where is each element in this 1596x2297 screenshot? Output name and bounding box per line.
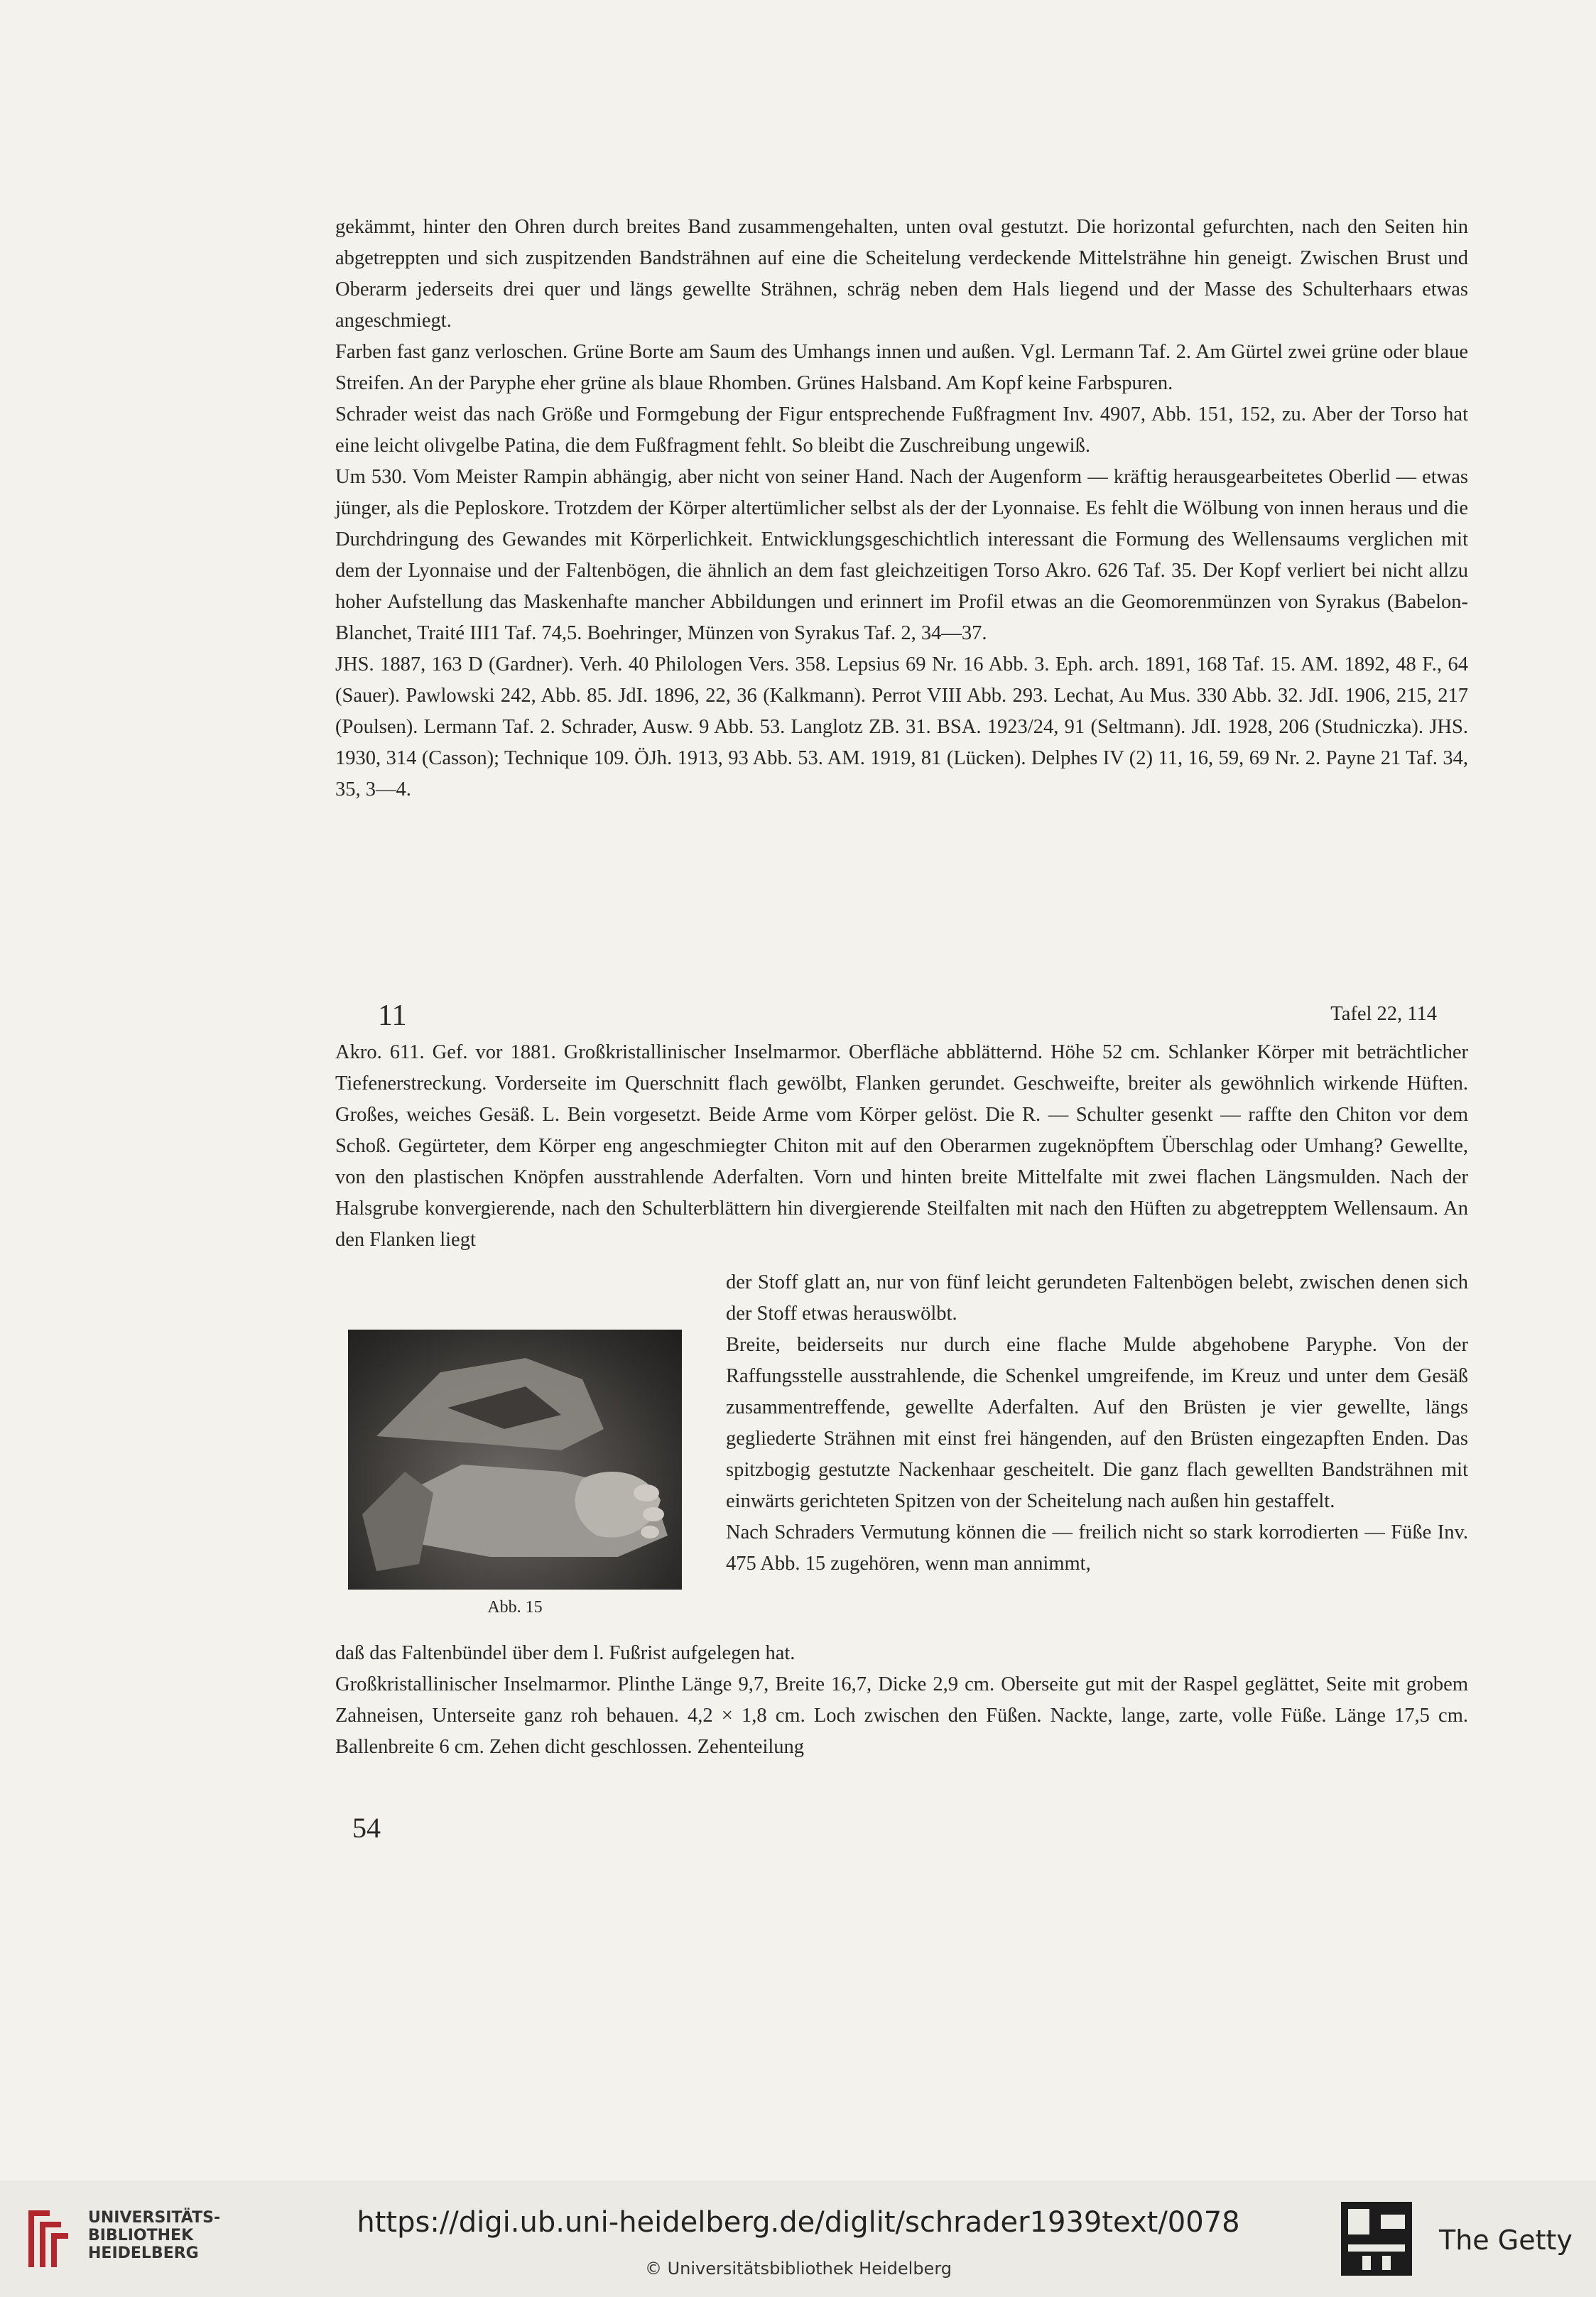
paragraph: daß das Faltenbündel über dem l. Fußrist aufgelegen hat.	[335, 1642, 796, 1664]
entry-header	[335, 997, 1468, 1040]
text-block-d	[335, 1638, 1468, 1763]
plate-reference: Tafel 22, 114	[1330, 1003, 1437, 1025]
permalink-url[interactable]: https://digi.ub.uni-heidelberg.de/diglit/schrader1939text/0078	[357, 2206, 1240, 2239]
paragraph: gekämmt, hinter den Ohren durch breites Band zusammengehalten, unten oval gestutzt. Die horizontal gefurchten, nach den Seiten hin abgetreppten und sich zuspitzenden Bandsträhnen auf eine die Scheitelung verdeckende Mittelsträhne hin geneigt. Zwischen Brust und Oberarm jederseits drei quer und längs gewellte Strähnen, schräg neben dem Hals liegend und der Masse des Schulterhaars etwas angeschmiegt.	[335, 216, 1468, 332]
paragraph: Um 530. Vom Meister Rampin abhängig, aber nicht von seiner Hand. Nach der Augenform — kräftig herausgearbeitetes Oberlid — etwas jünger, als die Peploskore. Trotzdem der Körper altertümlicher selbst als der der Lyonnaise. Es fehlt die Wölbung von innen heraus und die Durchdringung des Gewandes mit Körperlichkeit. Entwicklungsgeschichtlich interessant die Formung des Wellensaums verglichen mit dem der Lyonnaise und der Faltenbögen, die ähnlich an dem fast gleichzeitigen Torso Akro. 626 Taf. 35. Der Kopf verliert bei nicht allzu hoher Aufstellung das Maskenhafte mancher Abbildungen und erinnert im Profil etwas an die Geomorenmünzen von Syrakus (Babelon-Blanchet, Traité III1 Taf. 74,5. Boehringer, Münzen von Syrakus Taf. 2, 34—37.	[335, 466, 1468, 644]
paragraph: Nach Schraders Vermutung können die — freilich nicht so stark korrodierten — Füße Inv. 475 Abb. 15 zugehören, wenn man annimmt,	[726, 1521, 1468, 1575]
university-library-name: UNIVERSITÄTS- BIBLIOTHEK HEIDELBERG	[88, 2209, 221, 2262]
paragraph: Schrader weist das nach Größe und Formgebung der Figur entsprechende Fußfragment Inv. 4907, Abb. 151, 152, zu. Aber der Torso hat eine leicht olivgelbe Patina, die dem Fußfragment fehlt. So bleibt die Zuschreibung ungewiß.	[335, 403, 1468, 457]
marble-feet-image	[348, 1330, 682, 1590]
partner-name: The Getty	[1439, 2225, 1573, 2256]
text-block-a	[335, 212, 1468, 805]
paragraph: Breite, beiderseits nur durch eine flache Mulde abgehobene Paryphe. Von der Raffungsstelle ausstrahlende, die Schenkel umgreifende, im Kreuz und unter dem Gesäß zusammentreffende, gewellte Aderfalten. Auf den Brüsten je vier gewellte, längs gegliederte Strähnen mit einst frei hängenden, auf den Brüsten eingezapften Enden. Das spitzbogig gestutzte Nackenhaar gescheitelt. Die ganz flach gewellten Bandsträhnen mit einwärts gerichteten Spitzen von der Scheitelung nach außen hin gestaffelt.	[726, 1334, 1468, 1512]
paragraph: Farben fast ganz verloschen. Grüne Borte am Saum des Umhangs innen und außen. Vgl. Lermann Taf. 2. Am Gürtel zwei grüne oder blaue Streifen. An der Paryphe eher grüne als blaue Rhomben. Grünes Halsband. Am Kopf keine Farbspuren.	[335, 341, 1468, 394]
paragraph: Großkristallinischer Inselmarmor. Plinthe Länge 9,7, Breite 16,7, Dicke 2,9 cm. Oberseite gut mit der Raspel geglättet, Seite mit grobem Zahneisen, Unterseite ganz roh behauen. 4,2 × 1,8 cm. Loch zwischen den Füßen. Nackte, lange, zarte, volle Füße. Länge 17,5 cm. Ballenbreite 6 cm. Zehen dicht geschlossen. Zehenteilung	[335, 1673, 1468, 1758]
copyright-notice: © Universitätsbibliothek Heidelberg	[644, 2259, 952, 2279]
paragraph: der Stoff glatt an, nur von fünf leicht gerundeten Faltenbögen belebt, zwischen denen sich der Stoff etwas herauswölbt.	[726, 1271, 1468, 1325]
text-block-b	[335, 1037, 1468, 1256]
getty-logo-icon	[1341, 2202, 1412, 2276]
page-number: 54	[352, 1812, 381, 1844]
text-block-c	[726, 1267, 1468, 1580]
university-library-logo-icon	[21, 2203, 72, 2274]
figure-caption: Abb. 15	[487, 1598, 543, 1617]
figure-photo-feet	[348, 1330, 682, 1590]
paragraph: JHS. 1887, 163 D (Gardner). Verh. 40 Philologen Vers. 358. Lepsius 69 Nr. 16 Abb. 3. Eph. arch. 1891, 168 Taf. 15. AM. 1892, 48 F., 64 (Sauer). Pawlowski 242, Abb. 85. JdI. 1896, 22, 36 (Kalkmann). Perrot VIII Abb. 293. Lechat, Au Mus. 330 Abb. 32. JdI. 1906, 215, 217 (Poulsen). Lermann Taf. 2. Schrader, Ausw. 9 Abb. 53. Langlotz ZB. 31. BSA. 1923/24, 91 (Seltmann). JdI. 1928, 206 (Studniczka). JHS. 1930, 314 (Casson); Technique 109. ÖJh. 1913, 93 Abb. 53. AM. 1919, 81 (Lücken). Delphes IV (2) 11, 16, 59, 69 Nr. 2. Payne 21 Taf. 34, 35, 3—4.	[335, 653, 1468, 800]
viewer-footer	[0, 2181, 1596, 2297]
entry-number: 11	[378, 999, 407, 1032]
paragraph: Akro. 611. Gef. vor 1881. Großkristallinischer Inselmarmor. Oberfläche abblätternd. Höhe 52 cm. Schlanker Körper mit beträchtlicher Tiefenerstreckung. Vorderseite im Querschnitt flach gewölbt, Flanken gerundet. Geschweifte, breiter als gewöhnlich wirkende Hüften. Großes, weiches Gesäß. L. Bein vorgesetzt. Beide Arme vom Körper gelöst. Die R. — Schulter gesenkt — raffte den Chiton vor dem Schoß. Gegürteter, dem Körper eng angeschmiegter Chiton mit auf den Oberarmen zugeknöpftem Überschlag oder Umhang? Gewellte, von den plastischen Knöpfen ausstrahlende Aderfalten. Vorn und hinten breite Mittelfalte mit zwei flachen Längsmulden. Nach der Halsgrube konvergierende, nach den Schulterblättern hin divergierende Steilfalten mit nach den Hüften zu abgetrepptem Wellensaum. An den Flanken liegt	[335, 1041, 1468, 1251]
